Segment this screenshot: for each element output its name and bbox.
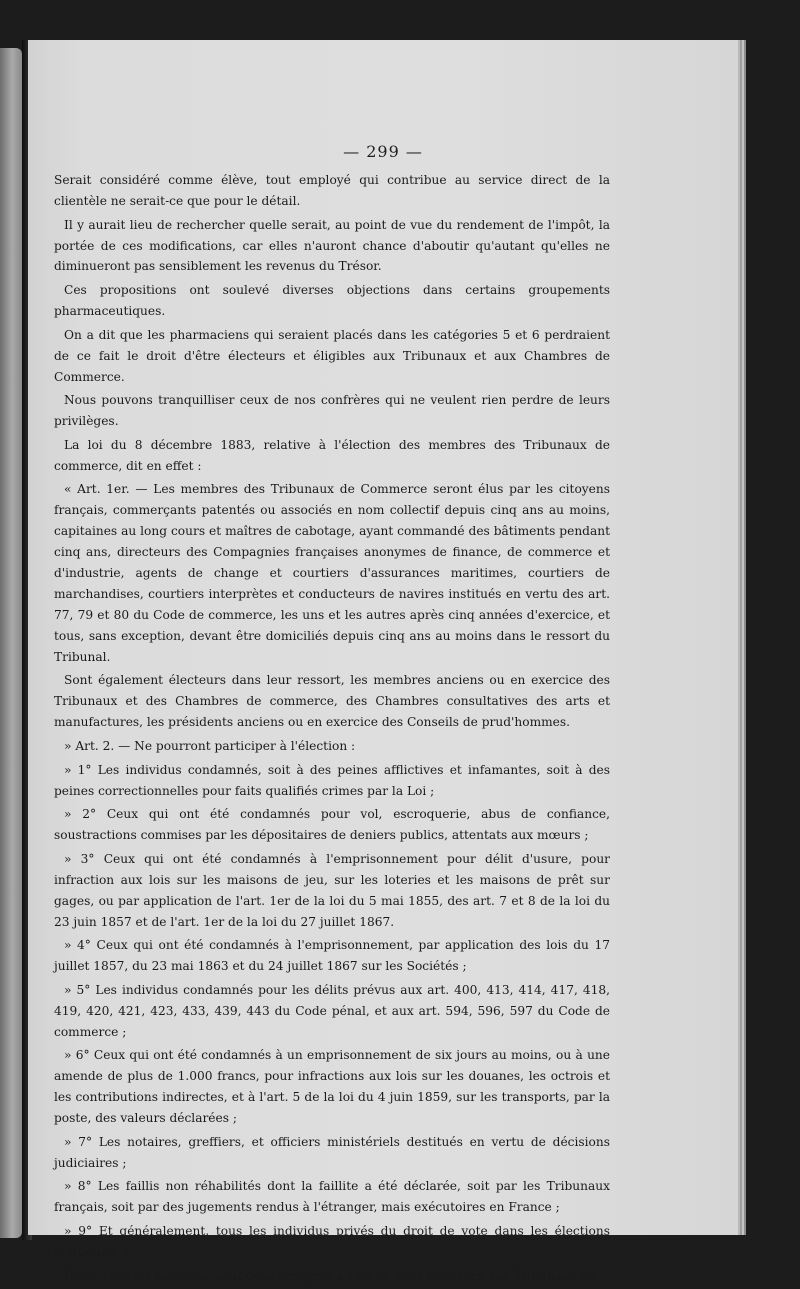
paragraph-item-6: » 6° Ceux qui ont été condamnés à un emprisonnement de six jours au moins, ou à une amende de plus de 1.000 francs, pour infractions aux lois sur les douanes, les octrois et les contributions indirectes, et à l'art. 5 de la loi du 4 juin 1859, sur les transports, par la poste, des valeurs déclarées ;	[54, 1048, 610, 1126]
paragraph-last: Donc, tous les patentés, sauf ceux désignés à l'art. 2, sont électeurs aux Tribunaux de	[64, 1268, 596, 1283]
document-page	[28, 40, 738, 1283]
paragraph-item-8: » 8° Les faillis non réhabilités dont la faillite a été déclarée, soit par les Tribunaux français, soit par des jugements rendus à l'étranger, mais exécutoires en France ;	[54, 1179, 610, 1215]
page-number: — 299 —	[343, 142, 423, 161]
paragraph-item-3: » 3° Ceux qui ont été condamnés à l'emprisonnement pour délit d'usure, pour infraction aux lois sur les maisons de jeu, sur les loteries et les maisons de prêt sur gages, ou par application de l'art. 1er de la loi du 5 mai 1855, des art. 7 et 8 de la loi du 23 juin 1857 et de l'art. 1er de la loi du 27 juillet 1867.	[54, 851, 610, 929]
page-body	[54, 170, 610, 1289]
paragraph-item-1: » 1° Les individus condamnés, soit à des peines afflictives et infamantes, soit à des peines correctionnelles pour faits qualifiés crimes par la Loi ;	[54, 762, 610, 798]
paragraph-item-7: » 7° Les notaires, greffiers, et officiers ministériels destitués en vertu de décisions judiciaires ;	[54, 1134, 610, 1170]
paragraph-item-9: » 9° Et généralement, tous les individus privés du droit de vote dans les élections politiques. »	[54, 1224, 610, 1259]
paragraph-article-1: « Art. 1er. — Les membres des Tribunaux de Commerce seront élus par les citoyens français, commerçants patentés ou associés en nom collectif depuis cinq ans au moins, capitaines au long cours et maîtres de cabotage, ayant commandé des bâtiments pendant cinq ans, directeurs des Compagnies françaises anonymes de finance, de commerce et d'industrie, agents de change et courtiers d'assurances maritimes, courtiers de marchandises, courtiers interprètes et conducteurs de navires institués en vertu des art. 77, 79 et 80 du Code de commerce, les uns et les autres après cinq années d'exercice, et tous, sans exception, devant être domiciliés depuis cinq ans au moins dans le ressort du Tribunal.	[54, 482, 610, 664]
paragraph-article-2: » Art. 2. — Ne pourront participer à l'élection :	[64, 738, 356, 753]
paragraph-4: On a dit que les pharmaciens qui seraient placés dans les catégories 5 et 6 perdraient de ce fait le droit d'être électeurs et éligibles aux Tribunaux et aux Chambres de Commerce.	[54, 327, 610, 384]
paragraph-5: Nous pouvons tranquilliser ceux de nos confrères qui ne veulent rien perdre de leurs privilèges.	[54, 393, 610, 429]
paragraph-1: Serait considéré comme élève, tout employé qui contribue au service direct de la clientèle ne serait-ce que pour le détail.	[54, 173, 610, 208]
paragraph-2: Il y aurait lieu de rechercher quelle serait, au point de vue du rendement de l'impôt, la portée de ces modifications, car elles n'auront chance d'aboutir qu'autant qu'elles ne diminueront pas sensiblement les revenus du Trésor.	[54, 217, 610, 274]
facing-page-edge	[0, 48, 22, 1238]
paragraph-3: Ces propositions ont soulevé diverses objections dans certains groupements pharmaceutiques.	[54, 283, 610, 319]
paragraph-8: Sont également électeurs dans leur ressort, les membres anciens ou en exercice des Tribunaux et des Chambres de commerce, des Chambres consultatives des arts et manufactures, les présidents anciens ou en exercice des Conseils de prud'hommes.	[54, 673, 610, 730]
paragraph-6: La loi du 8 décembre 1883, relative à l'élection des membres des Tribunaux de commerce, dit en effet :	[54, 437, 610, 473]
paragraph-item-5: » 5° Les individus condamnés pour les délits prévus aux art. 400, 413, 414, 417, 418, 419, 420, 421, 423, 433, 439, 443 du Code pénal, et aux art. 594, 596, 597 du Code de commerce ;	[54, 982, 610, 1039]
paragraph-item-2: » 2° Ceux qui ont été condamnés pour vol, escroquerie, abus de confiance, soustractions commises par les dépositaires de deniers publics, attentats aux mœurs ;	[54, 807, 610, 843]
paragraph-item-4: » 4° Ceux qui ont été condamnés à l'emprisonnement, par application des lois du 17 juillet 1857, du 23 mai 1863 et du 24 juillet 1867 sur les Sociétés ;	[54, 938, 610, 974]
